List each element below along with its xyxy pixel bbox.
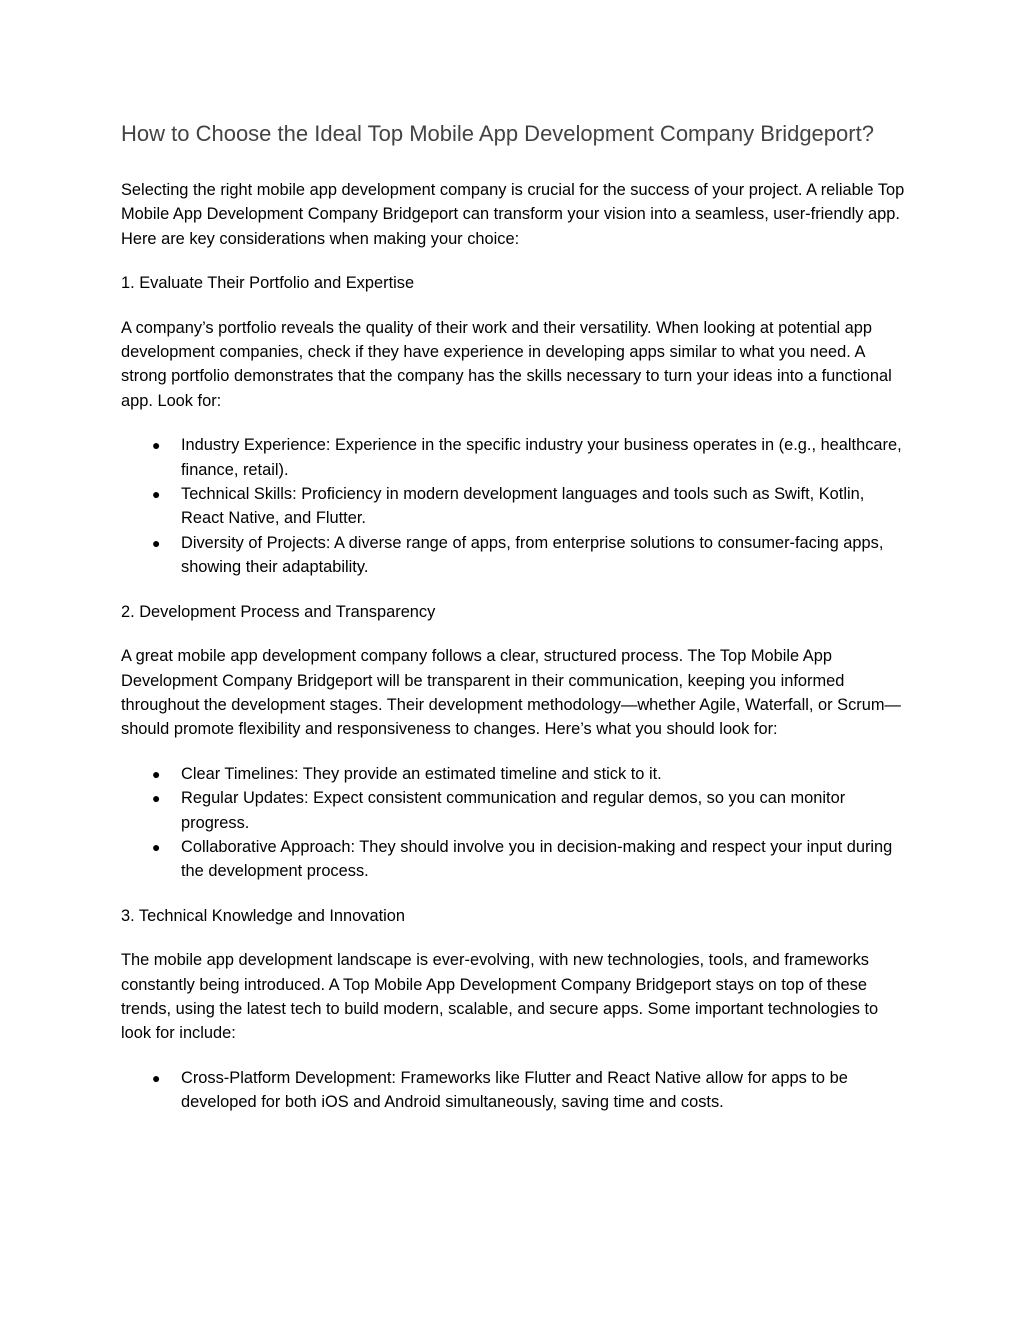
bullet-icon: ● [152,437,161,454]
bullet-icon: ● [152,534,161,551]
bullet-list-technical [121,1066,911,1115]
bullet-icon: ● [152,838,161,855]
list-item-text: Clear Timelines: They provide an estimated timeline and stick to it. [181,764,662,783]
list-item [121,531,911,580]
section-heading-technical: 3. Technical Knowledge and Innovation [121,906,406,925]
section-body-process: A great mobile app development company follows a clear, structured process. The Top Mobile App Development Company Bridgeport will be transparent in their communication, keeping you informed throughout the development stages. Their development methodology—whether Agile, Waterfall, or Scrum—should promote flexibility and responsiveness to changes. Here’s what you should look for: [121,647,901,739]
list-item [121,762,911,786]
list-item [121,482,911,531]
bullet-icon: ● [152,790,161,807]
list-item-text: Collaborative Approach: They should involve you in decision-making and respect your input during the development process. [181,837,893,881]
list-item-text: Cross-Platform Development: Frameworks like Flutter and React Native allow for apps to be developed for both iOS and Android simultaneously, saving time and costs. [181,1068,848,1112]
list-item [121,1066,911,1115]
list-item [121,786,911,835]
section-body-technical: The mobile app development landscape is ever-evolving, with new technologies, tools, and frameworks constantly being introduced. A Top Mobile App Development Company Bridgeport stays on top of these trends, using the latest tech to build modern, scalable, and secure apps. Some important technologies to look for include: [121,951,879,1043]
bullet-list-process [121,762,911,884]
bullet-icon: ● [152,765,161,782]
list-item-text: Diversity of Projects: A diverse range of apps, from enterprise solutions to consumer-facing apps, showing their adaptability. [181,533,884,577]
section-heading-process: 2. Development Process and Transparency [121,602,436,621]
bullet-icon: ● [152,1069,161,1086]
list-item-text: Industry Experience: Experience in the specific industry your business operates in (e.g., healthcare, finance, retail). [181,436,902,479]
list-item [121,433,911,482]
section-body-portfolio: A company’s portfolio reveals the quality of their work and their versatility. When looking at potential app development companies, check if they have experience in developing apps similar to what you need. A strong portfolio demonstrates that the company has the skills necessary to turn your ideas into a functional app. Look for: [121,318,892,410]
bullet-icon: ● [152,486,161,503]
list-item [121,835,911,884]
bullet-list-portfolio [121,433,911,579]
list-item-text: Technical Skills: Proficiency in modern development languages and tools such as Swift, Kotlin, React Native, and Flutter. [181,485,865,528]
intro-paragraph: Selecting the right mobile app development company is crucial for the success of your project. A reliable Top Mobile App Development Company Bridgeport can transform your vision into a seamless, user-friendly app. Here are key considerations when making your choice: [121,181,905,248]
document-title: How to Choose the Ideal Top Mobile App Development Company Bridgeport? [121,121,874,146]
list-item-text: Regular Updates: Expect consistent communication and regular demos, so you can monitor progress. [181,789,846,832]
section-heading-portfolio: 1. Evaluate Their Portfolio and Expertise [121,274,415,293]
document-page [121,118,911,1115]
